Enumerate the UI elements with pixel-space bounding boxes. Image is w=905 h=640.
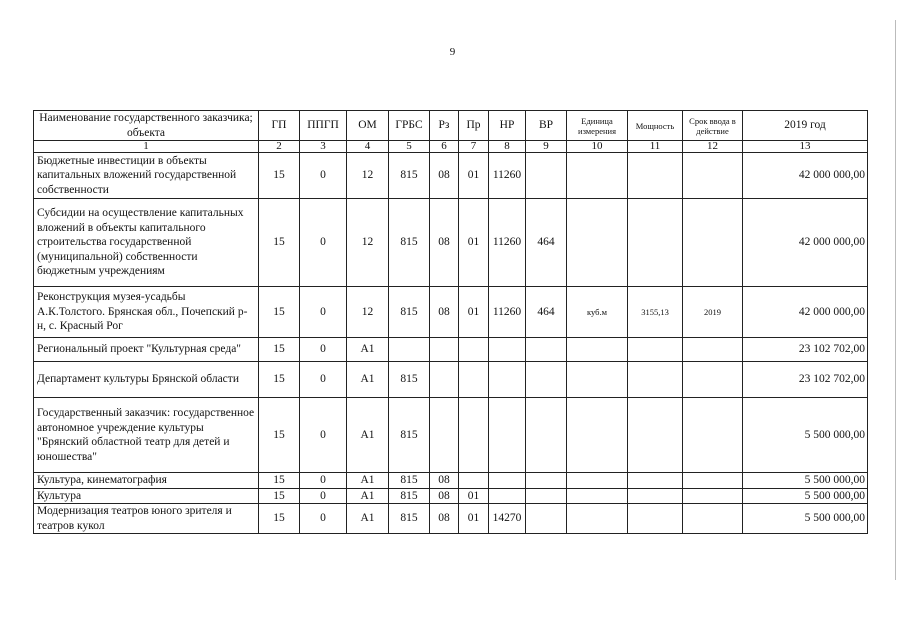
index-cell: 6	[430, 141, 459, 153]
cell-amount: 5 500 000,00	[743, 473, 868, 489]
index-row	[34, 141, 868, 153]
cell-amount: 5 500 000,00	[743, 488, 868, 504]
cell-om: А1	[347, 338, 389, 362]
cell-capacity	[628, 362, 683, 398]
index-cell: 11	[628, 141, 683, 153]
cell-grbs	[389, 338, 430, 362]
index-cell: 12	[683, 141, 743, 153]
cell-nr	[489, 398, 526, 473]
cell-vr	[526, 338, 567, 362]
cell-commission-date	[683, 473, 743, 489]
cell-amount: 5 500 000,00	[743, 398, 868, 473]
cell-commission-date	[683, 153, 743, 199]
cell-commission-date	[683, 362, 743, 398]
index-cell: 5	[389, 141, 430, 153]
index-cell: 4	[347, 141, 389, 153]
col-header-commission-date: Срок ввода в действие	[683, 111, 743, 141]
cell-nr: 11260	[489, 153, 526, 199]
cell-gp: 15	[259, 153, 300, 199]
table-row	[34, 287, 868, 338]
index-cell: 13	[743, 141, 868, 153]
row-name: Департамент культуры Брянской области	[34, 362, 259, 398]
cell-grbs: 815	[389, 287, 430, 338]
cell-nr	[489, 488, 526, 504]
cell-om: А1	[347, 362, 389, 398]
cell-capacity	[628, 398, 683, 473]
cell-gp: 15	[259, 473, 300, 489]
cell-vr	[526, 398, 567, 473]
cell-om: 12	[347, 199, 389, 287]
col-header-rz: Рз	[430, 111, 459, 141]
cell-amount: 42 000 000,00	[743, 199, 868, 287]
cell-pr: 01	[459, 504, 489, 534]
cell-rz	[430, 398, 459, 473]
col-header-om: ОМ	[347, 111, 389, 141]
cell-commission-date	[683, 398, 743, 473]
col-header-ppgp: ППГП	[300, 111, 347, 141]
col-header-gp: ГП	[259, 111, 300, 141]
cell-ppgp: 0	[300, 287, 347, 338]
cell-rz: 08	[430, 287, 459, 338]
cell-nr: 11260	[489, 287, 526, 338]
row-name: Бюджетные инвестиции в объекты капитальных вложений государственной собственности	[34, 153, 259, 199]
table-row	[34, 338, 868, 362]
cell-nr: 14270	[489, 504, 526, 534]
row-name: Реконструкция музея-усадьбы А.К.Толстого. Брянская обл., Почепский р-н, с. Красный Рог	[34, 287, 259, 338]
cell-amount: 42 000 000,00	[743, 153, 868, 199]
table-row	[34, 504, 868, 534]
cell-commission-date	[683, 199, 743, 287]
cell-vr	[526, 153, 567, 199]
table-row	[34, 398, 868, 473]
row-name: Региональный проект "Культурная среда"	[34, 338, 259, 362]
cell-rz: 08	[430, 488, 459, 504]
cell-capacity	[628, 199, 683, 287]
cell-rz	[430, 338, 459, 362]
cell-rz: 08	[430, 504, 459, 534]
cell-capacity	[628, 504, 683, 534]
cell-gp: 15	[259, 398, 300, 473]
cell-pr	[459, 473, 489, 489]
cell-grbs: 815	[389, 473, 430, 489]
cell-vr	[526, 504, 567, 534]
cell-capacity	[628, 338, 683, 362]
row-name: Культура, кинематография	[34, 473, 259, 489]
cell-capacity	[628, 473, 683, 489]
cell-grbs: 815	[389, 199, 430, 287]
col-header-pr: Пр	[459, 111, 489, 141]
cell-amount: 23 102 702,00	[743, 338, 868, 362]
cell-ppgp: 0	[300, 199, 347, 287]
col-header-nr: НР	[489, 111, 526, 141]
cell-commission-date	[683, 488, 743, 504]
cell-unit	[567, 504, 628, 534]
cell-pr: 01	[459, 287, 489, 338]
cell-vr	[526, 362, 567, 398]
cell-grbs: 815	[389, 362, 430, 398]
cell-ppgp: 0	[300, 504, 347, 534]
index-cell: 7	[459, 141, 489, 153]
col-header-year-2019: 2019 год	[743, 111, 868, 141]
index-cell: 3	[300, 141, 347, 153]
cell-nr	[489, 362, 526, 398]
cell-unit: куб.м	[567, 287, 628, 338]
index-cell: 1	[34, 141, 259, 153]
cell-capacity: 3155,13	[628, 287, 683, 338]
index-cell: 9	[526, 141, 567, 153]
cell-vr: 464	[526, 287, 567, 338]
cell-grbs: 815	[389, 504, 430, 534]
cell-vr: 464	[526, 199, 567, 287]
cell-pr	[459, 362, 489, 398]
cell-om: 12	[347, 153, 389, 199]
page-number: 9	[449, 46, 456, 58]
table-row	[34, 473, 868, 489]
cell-gp: 15	[259, 488, 300, 504]
cell-pr: 01	[459, 153, 489, 199]
cell-commission-date	[683, 504, 743, 534]
cell-om: А1	[347, 504, 389, 534]
cell-capacity	[628, 488, 683, 504]
cell-unit	[567, 473, 628, 489]
index-cell: 2	[259, 141, 300, 153]
cell-unit	[567, 398, 628, 473]
cell-capacity	[628, 153, 683, 199]
cell-om: А1	[347, 398, 389, 473]
row-name: Модернизация театров юного зрителя и театров кукол	[34, 504, 259, 534]
table-row	[34, 153, 868, 199]
cell-amount: 42 000 000,00	[743, 287, 868, 338]
row-name: Государственный заказчик: государственное автономное учреждение культуры "Брянский областной театр для детей и юношества"	[34, 398, 259, 473]
cell-ppgp: 0	[300, 362, 347, 398]
cell-commission-date	[683, 338, 743, 362]
cell-ppgp: 0	[300, 338, 347, 362]
cell-unit	[567, 153, 628, 199]
col-header-capacity: Мощность	[628, 111, 683, 141]
cell-commission-date: 2019	[683, 287, 743, 338]
cell-ppgp: 0	[300, 473, 347, 489]
cell-unit	[567, 338, 628, 362]
table-row	[34, 199, 868, 287]
col-header-unit: Единица измерения	[567, 111, 628, 141]
cell-grbs: 815	[389, 153, 430, 199]
cell-om: А1	[347, 488, 389, 504]
cell-nr	[489, 473, 526, 489]
cell-ppgp: 0	[300, 488, 347, 504]
cell-rz: 08	[430, 153, 459, 199]
index-cell: 10	[567, 141, 628, 153]
cell-gp: 15	[259, 199, 300, 287]
col-header-name: Наименование государственного заказчика; объекта	[34, 111, 259, 141]
col-header-vr: ВР	[526, 111, 567, 141]
cell-grbs: 815	[389, 398, 430, 473]
cell-gp: 15	[259, 287, 300, 338]
cell-unit	[567, 488, 628, 504]
cell-ppgp: 0	[300, 398, 347, 473]
cell-amount: 5 500 000,00	[743, 504, 868, 534]
cell-gp: 15	[259, 338, 300, 362]
cell-unit	[567, 199, 628, 287]
col-header-grbs: ГРБС	[389, 111, 430, 141]
cell-pr: 01	[459, 199, 489, 287]
cell-ppgp: 0	[300, 153, 347, 199]
cell-pr: 01	[459, 488, 489, 504]
cell-rz: 08	[430, 473, 459, 489]
scan-edge-line	[895, 20, 896, 580]
row-name: Субсидии на осуществление капитальных вложений в объекты капитального строительства государственной (муниципальной) собственности бюджетным учреждениям	[34, 199, 259, 287]
cell-rz: 08	[430, 199, 459, 287]
cell-amount: 23 102 702,00	[743, 362, 868, 398]
cell-pr	[459, 338, 489, 362]
cell-nr: 11260	[489, 199, 526, 287]
index-cell: 8	[489, 141, 526, 153]
cell-unit	[567, 362, 628, 398]
budget-table	[33, 110, 868, 534]
cell-nr	[489, 338, 526, 362]
cell-gp: 15	[259, 362, 300, 398]
cell-gp: 15	[259, 504, 300, 534]
cell-om: 12	[347, 287, 389, 338]
cell-grbs: 815	[389, 488, 430, 504]
cell-om: А1	[347, 473, 389, 489]
table-row	[34, 362, 868, 398]
header-row	[34, 111, 868, 141]
table-row	[34, 488, 868, 504]
cell-vr	[526, 473, 567, 489]
cell-rz	[430, 362, 459, 398]
cell-pr	[459, 398, 489, 473]
row-name: Культура	[34, 488, 259, 504]
cell-vr	[526, 488, 567, 504]
